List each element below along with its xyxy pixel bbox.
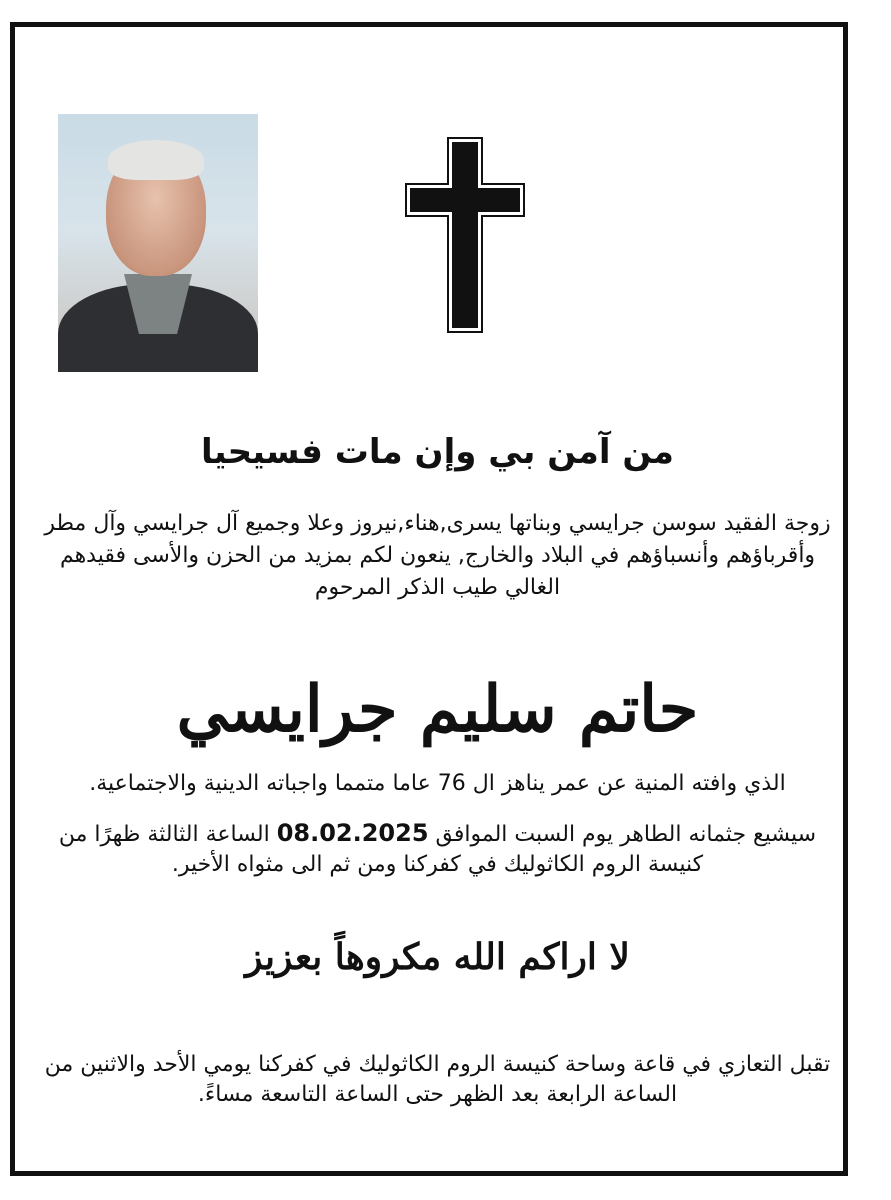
deceased-photo	[58, 114, 258, 372]
photo-hair	[108, 140, 204, 180]
closing-phrase: لا اراكم الله مكروهاً بعزيز	[245, 936, 630, 978]
funeral-details	[40, 818, 835, 880]
cross-icon	[404, 136, 526, 334]
condolences-text: تقبل التعازي في قاعة وساحة كنيسة الروم الكاثوليك في كفركنا يومي الأحد والاثنين من الساعة الرابعة بعد الظهر حتى الساعة التاسعة مساءً.	[44, 1052, 831, 1107]
deceased-name: حاتم سليم جرايسي	[176, 672, 699, 747]
announcement-text: زوجة الفقيد سوسن جرايسي وبناتها يسرى,هناء,نيروز وعلا وجميع آل جرايسي وآل مطر وأقرباؤهم وأنسباؤهم في البلاد والخارج, ينعون لكم بمزيد من الحزن والأسى فقيدهم الغالي طيب الذكر المرحوم	[44, 511, 831, 600]
motto-heading: من آمن بي وإن مات فسيحيا	[201, 432, 674, 472]
funeral-date: 08.02.2025	[276, 819, 429, 847]
funeral-after: الساعة الثالثة ظهرًا من كنيسة الروم الكاثوليك في كفركنا ومن ثم الى مثواه الأخير.	[58, 822, 704, 877]
funeral-before: سيشيع جثمانه الطاهر يوم السبت الموافق	[435, 822, 817, 847]
death-info: الذي وافته المنية عن عمر يناهز ال 76 عاما متمما واجباته الدينية والاجتماعية.	[89, 771, 786, 796]
